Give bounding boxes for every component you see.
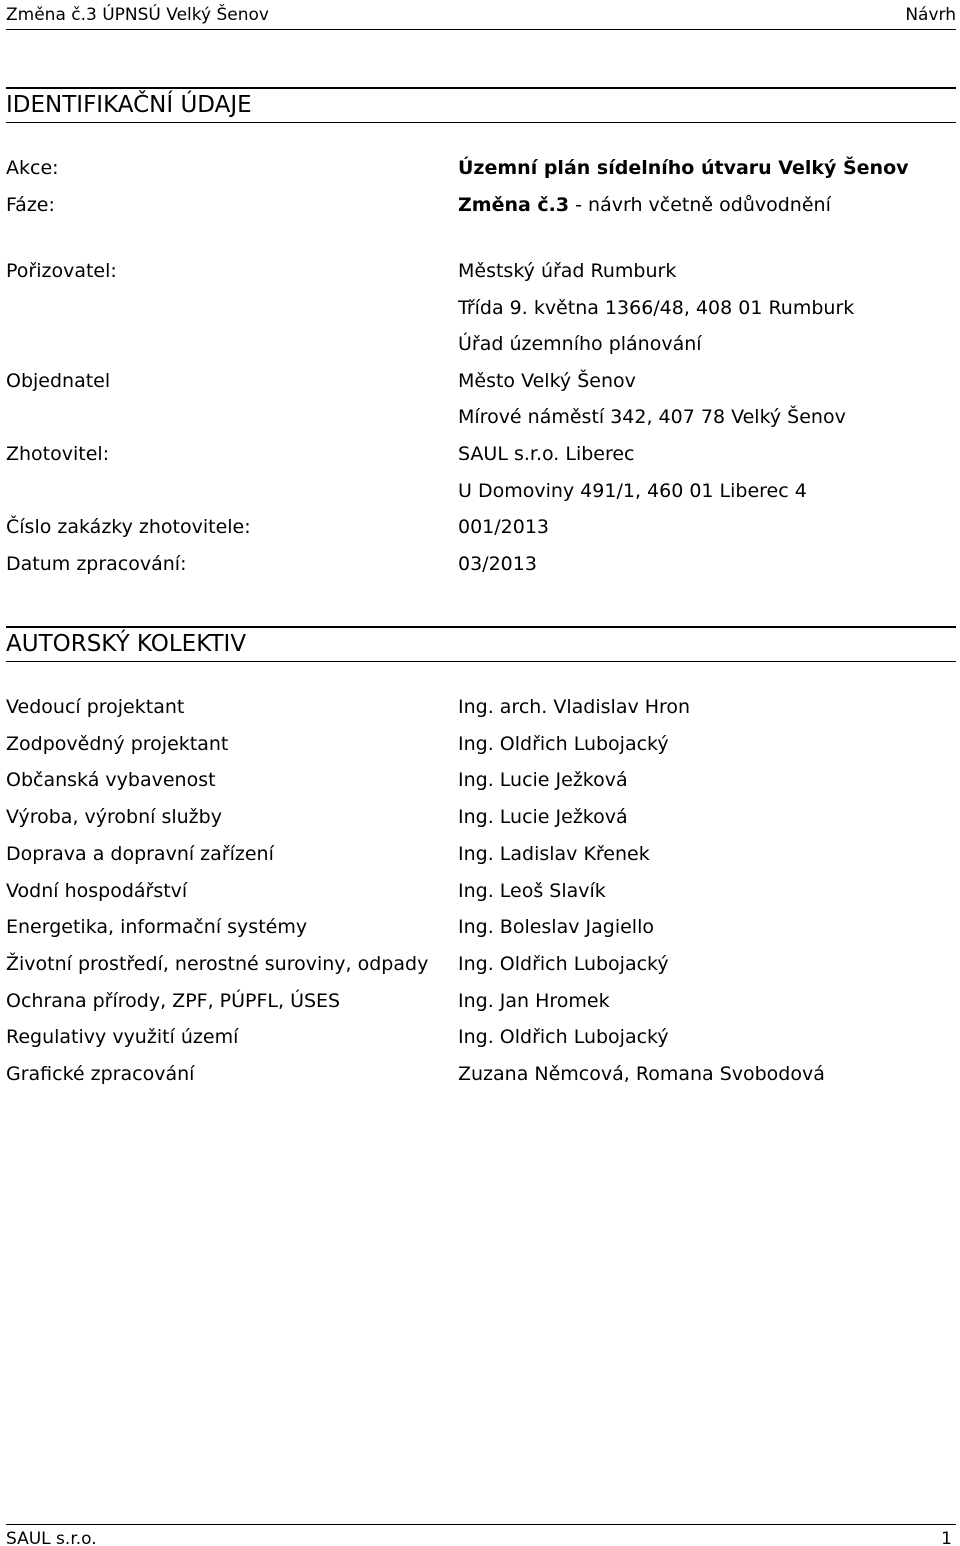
cislo-zakazky-value: 001/2013 (458, 516, 550, 538)
author-name: Zuzana Němcová, Romana Svobodová (458, 1063, 825, 1085)
porizovatel-row-2 (6, 297, 956, 325)
zhotovitel-row-2 (6, 480, 956, 508)
faze-label: Fáze: (6, 194, 55, 216)
authors-heading: AUTORSKÝ KOLEKTIV (6, 631, 247, 657)
objednatel-row (6, 370, 956, 398)
porizovatel-row-3 (6, 333, 956, 361)
author-name: Ing. Oldřich Lubojacký (458, 953, 669, 975)
author-row (6, 1026, 956, 1054)
author-row (6, 880, 956, 908)
faze-value-rest: - návrh včetně odůvodnění (569, 194, 831, 216)
author-role: Grafické zpracování (6, 1063, 195, 1085)
zhotovitel-line-1: SAUL s.r.o. Liberec (458, 443, 635, 465)
author-role: Energetika, informační systémy (6, 916, 308, 938)
page-header (6, 2, 956, 30)
author-row (6, 1063, 956, 1091)
author-row (6, 806, 956, 834)
objednatel-row-2 (6, 406, 956, 434)
akce-value: Územní plán sídelního útvaru Velký Šenov (458, 157, 909, 179)
author-name: Ing. Leoš Slavík (458, 880, 606, 902)
author-role: Regulativy využití území (6, 1026, 239, 1048)
akce-row (6, 157, 956, 185)
datum-value: 03/2013 (458, 553, 537, 575)
author-name: Ing. Oldřich Lubojacký (458, 1026, 669, 1048)
author-role: Občanská vybavenost (6, 769, 216, 791)
author-role: Zodpovědný projektant (6, 733, 229, 755)
page-footer (6, 1524, 956, 1546)
objednatel-label: Objednatel (6, 370, 111, 392)
zhotovitel-label: Zhotovitel: (6, 443, 110, 465)
akce-label: Akce: (6, 157, 59, 179)
author-row (6, 843, 956, 871)
header-phase: Návrh (905, 5, 956, 25)
authors-section-title (6, 626, 956, 662)
cislo-zakazky-label: Číslo zakázky zhotovitele: (6, 516, 251, 538)
footer-page-number: 1 (941, 1529, 952, 1546)
faze-value-bold: Změna č.3 (458, 194, 570, 216)
author-role: Doprava a dopravní zařízení (6, 843, 274, 865)
objednatel-line-2: Mírové náměstí 342, 407 78 Velký Šenov (458, 406, 846, 428)
author-role: Vedoucí projektant (6, 696, 185, 718)
author-name: Ing. Lucie Ježková (458, 769, 628, 791)
porizovatel-row (6, 260, 956, 288)
author-name: Ing. Boleslav Jagiello (458, 916, 654, 938)
porizovatel-label: Pořizovatel: (6, 260, 117, 282)
identification-heading: IDENTIFIKAČNÍ ÚDAJE (6, 92, 252, 118)
zhotovitel-line-2: U Domoviny 491/1, 460 01 Liberec 4 (458, 480, 807, 502)
author-name: Ing. Ladislav Křenek (458, 843, 650, 865)
porizovatel-line-2: Třída 9. května 1366/48, 408 01 Rumburk (458, 297, 855, 319)
author-row (6, 916, 956, 944)
author-name: Ing. Lucie Ježková (458, 806, 628, 828)
datum-label: Datum zpracování: (6, 553, 187, 575)
author-role: Ochrana přírody, ZPF, PÚPFL, ÚSES (6, 990, 341, 1012)
footer-company: SAUL s.r.o. (6, 1529, 97, 1546)
cislo-zakazky-row (6, 516, 956, 544)
porizovatel-line-3: Úřad územního plánování (458, 333, 702, 355)
author-row (6, 769, 956, 797)
author-row (6, 990, 956, 1018)
author-role: Výroba, výrobní služby (6, 806, 222, 828)
author-name: Ing. Jan Hromek (458, 990, 610, 1012)
porizovatel-line-1: Městský úřad Rumburk (458, 260, 677, 282)
author-row (6, 953, 956, 981)
zhotovitel-row (6, 443, 956, 471)
datum-row (6, 553, 956, 581)
author-role: Životní prostředí, nerostné suroviny, odpady (6, 953, 429, 975)
identification-section-title (6, 87, 956, 123)
author-name: Ing. Oldřich Lubojacký (458, 733, 669, 755)
author-name: Ing. arch. Vladislav Hron (458, 696, 691, 718)
author-role: Vodní hospodářství (6, 880, 188, 902)
objednatel-line-1: Město Velký Šenov (458, 370, 636, 392)
faze-row (6, 194, 956, 222)
author-row (6, 696, 956, 724)
header-document-title: Změna č.3 ÚPNSÚ Velký Šenov (6, 5, 269, 25)
author-row (6, 733, 956, 761)
faze-value (458, 194, 831, 216)
